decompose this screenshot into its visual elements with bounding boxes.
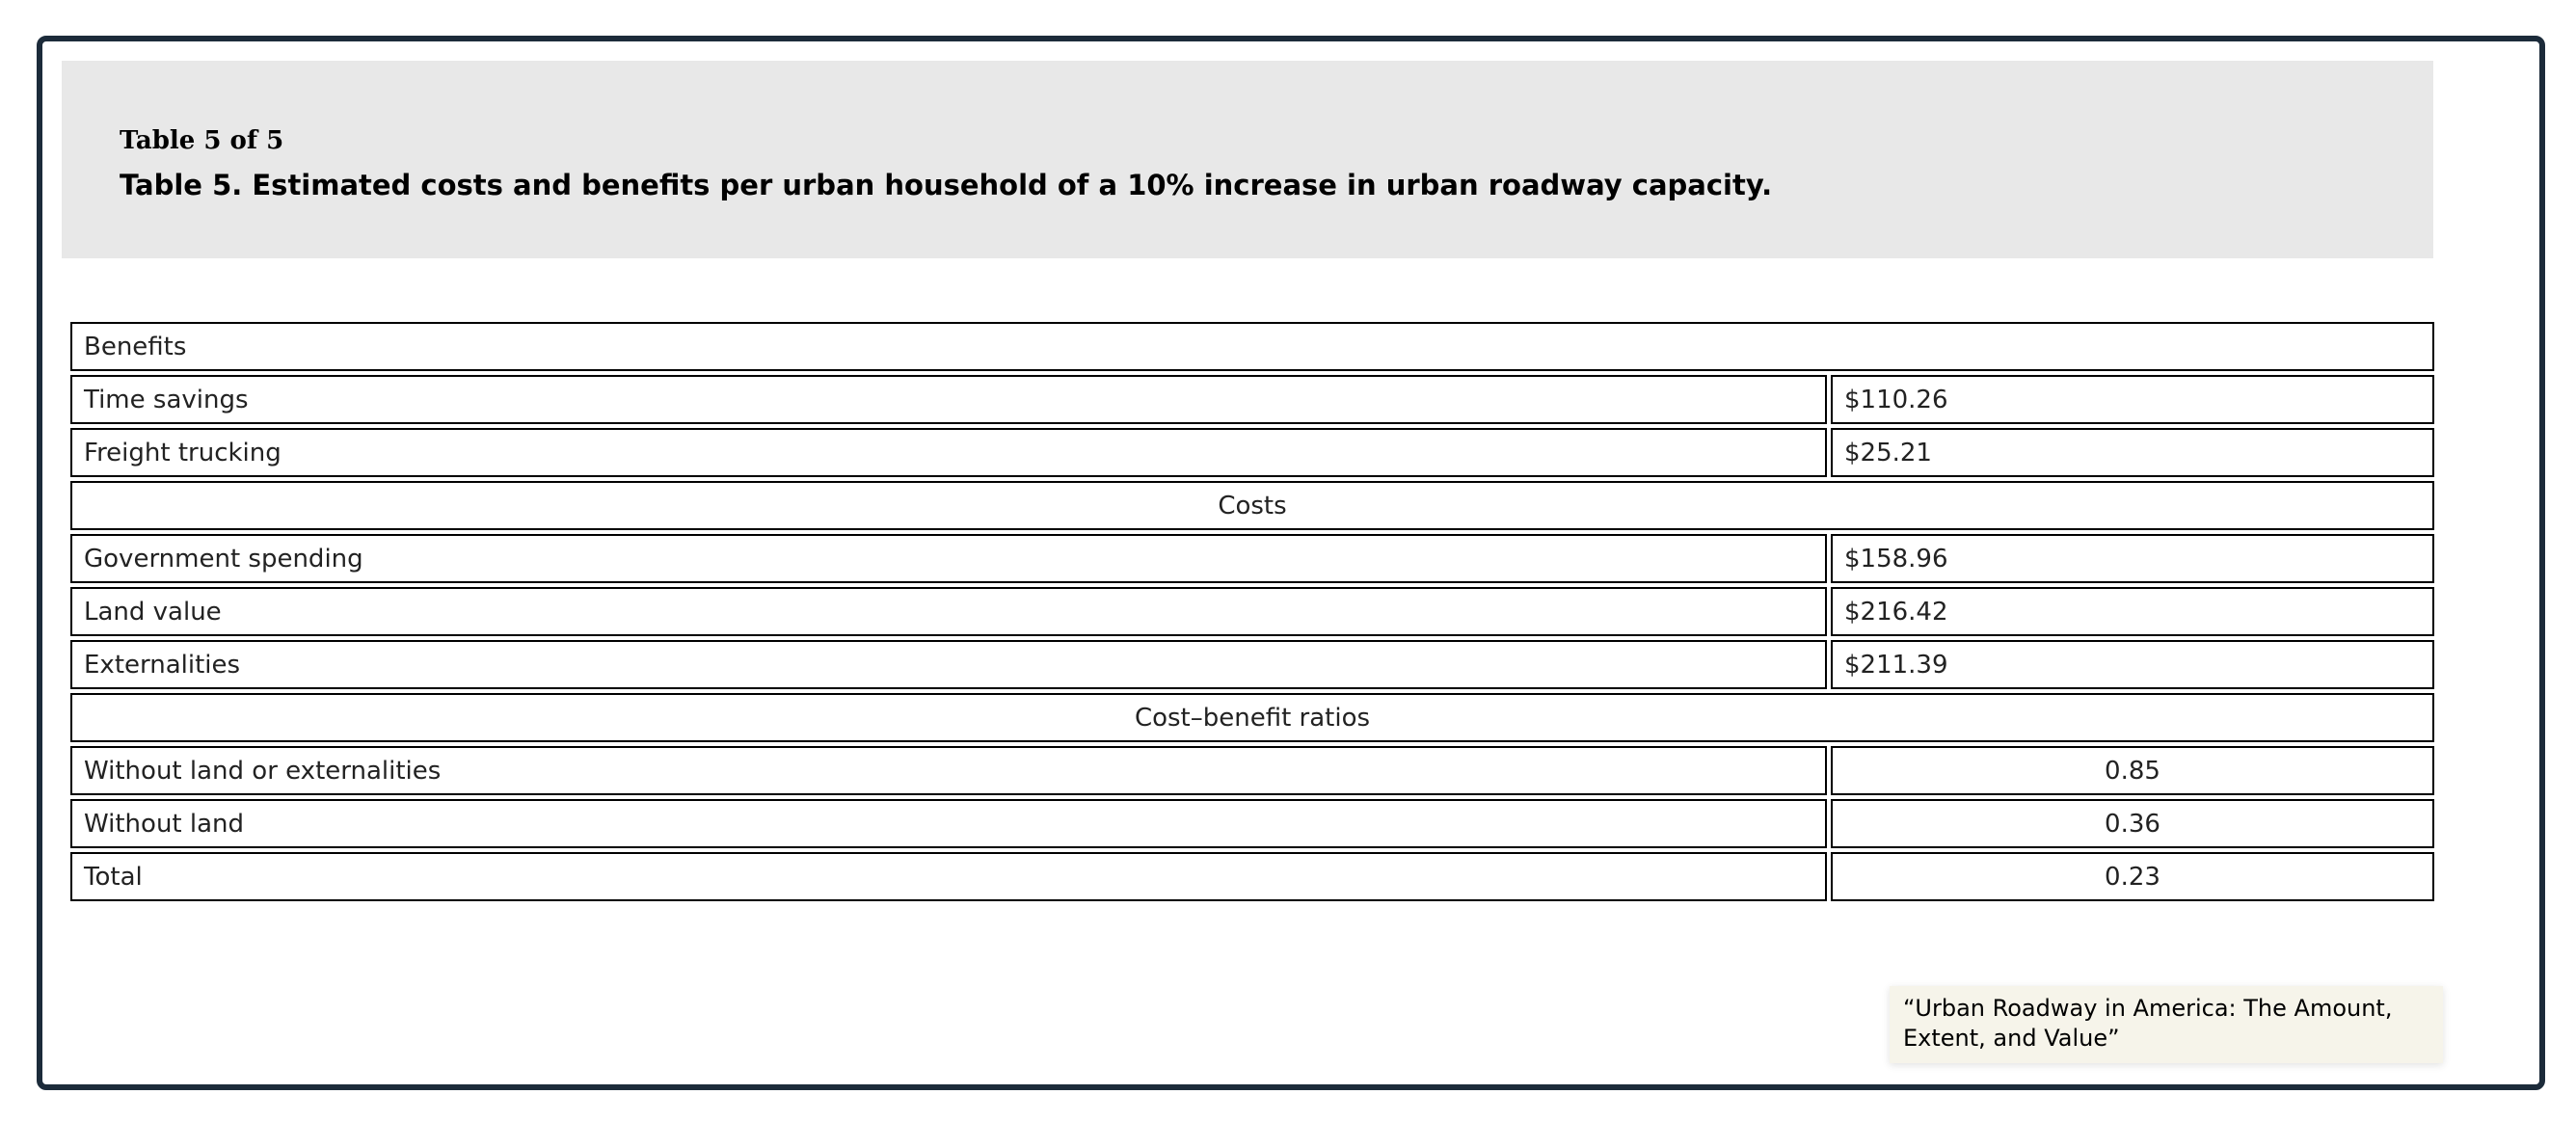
row-label: Total [70, 852, 1827, 901]
table-row [70, 852, 2434, 901]
section-row [70, 693, 2434, 742]
row-value: $110.26 [1831, 375, 2434, 424]
row-label: Without land [70, 799, 1827, 848]
table-row [70, 587, 2434, 636]
section-heading: Cost–benefit ratios [70, 693, 2434, 742]
row-value: 0.23 [1831, 852, 2434, 901]
section-heading: Benefits [70, 322, 2434, 371]
source-note[interactable]: “Urban Roadway in America: The Amount, Extent, and Value” [1890, 986, 2443, 1063]
row-label: Externalities [70, 640, 1827, 689]
row-value: $158.96 [1831, 534, 2434, 583]
row-value: 0.85 [1831, 746, 2434, 795]
table-row [70, 746, 2434, 795]
table-row [70, 534, 2434, 583]
section-heading: Costs [70, 481, 2434, 530]
table-row [70, 640, 2434, 689]
table-row [70, 375, 2434, 424]
data-table [67, 318, 2438, 905]
row-label: Freight trucking [70, 428, 1827, 477]
table-header [62, 61, 2433, 258]
row-label: Without land or externalities [70, 746, 1827, 795]
table-caption: Table 5. Estimated costs and benefits per urban household of a 10% increase in urban roadway capacity. [120, 169, 1773, 201]
table-row [70, 428, 2434, 477]
row-value: $216.42 [1831, 587, 2434, 636]
row-value: 0.36 [1831, 799, 2434, 848]
row-value: $211.39 [1831, 640, 2434, 689]
table-viewer-frame [37, 36, 2545, 1090]
section-row [70, 481, 2434, 530]
row-value: $25.21 [1831, 428, 2434, 477]
table-row [70, 799, 2434, 848]
row-label: Government spending [70, 534, 1827, 583]
section-row [70, 322, 2434, 371]
row-label: Land value [70, 587, 1827, 636]
table-counter: Table 5 of 5 [120, 126, 284, 155]
row-label: Time savings [70, 375, 1827, 424]
